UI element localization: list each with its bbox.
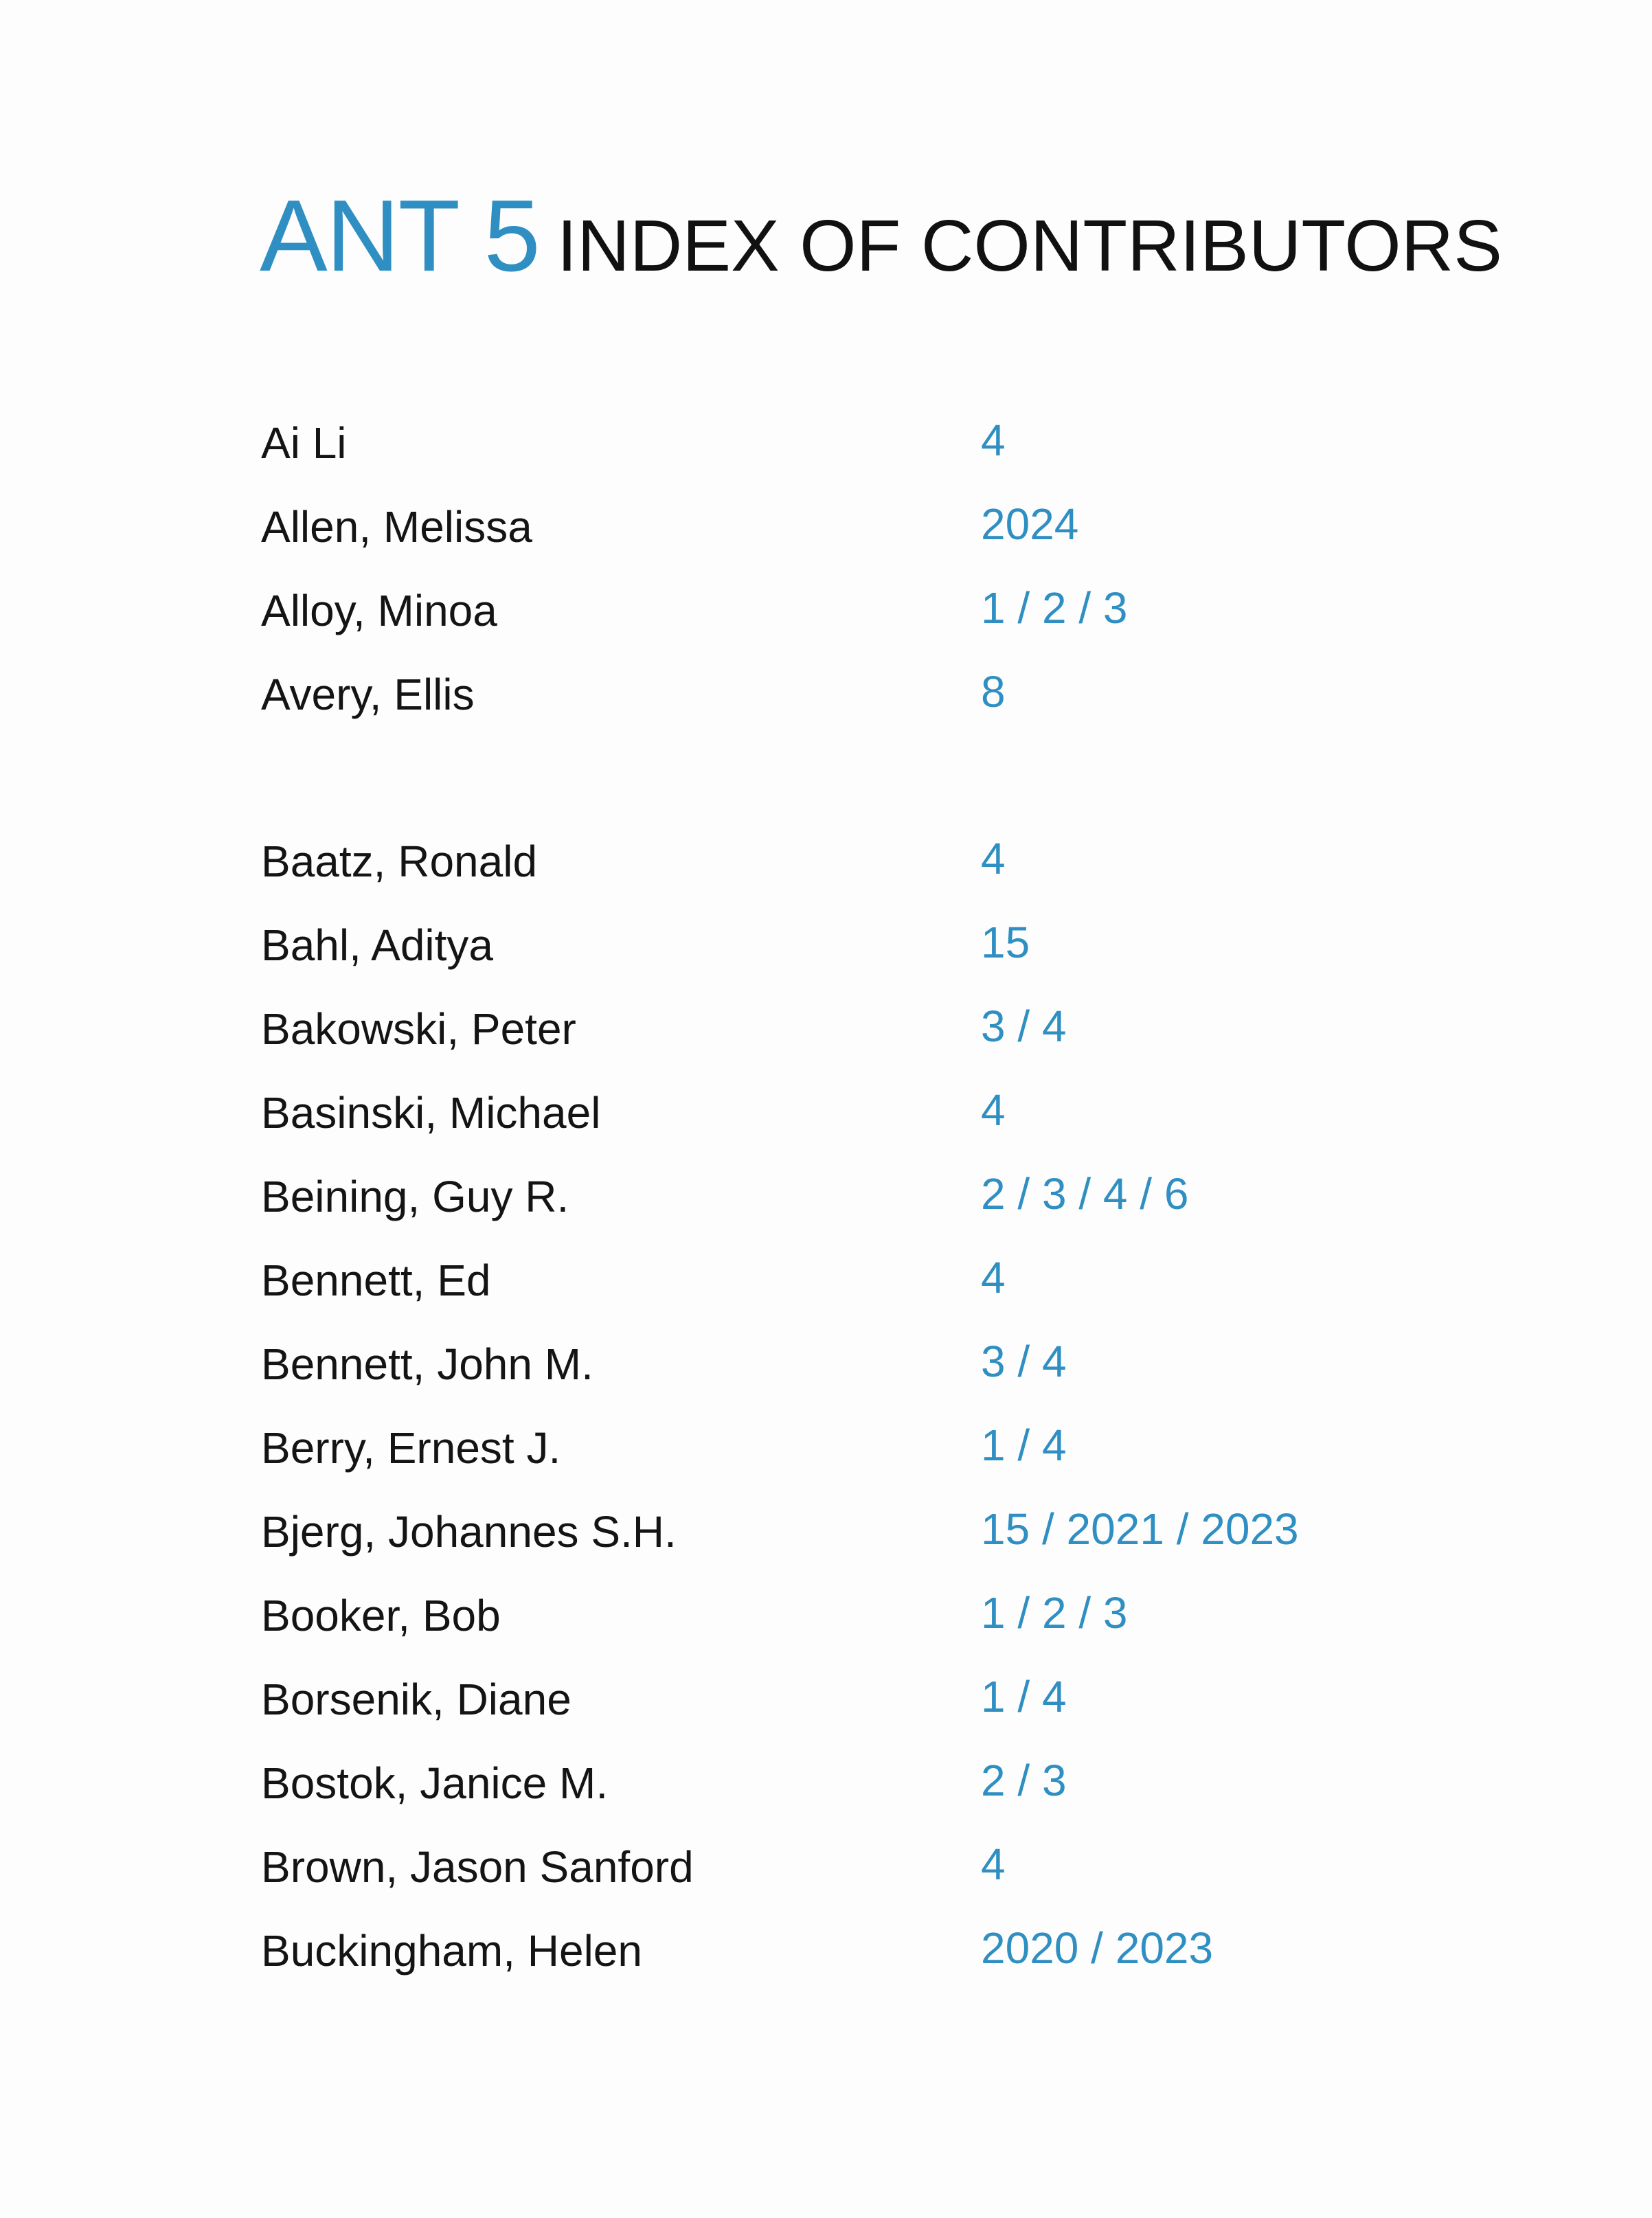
issue-numbers: 8 [981,667,1006,716]
index-entry [261,1758,1429,1842]
contributor-name: Beining, Guy R. [261,1172,569,1221]
index-entry [261,1171,1429,1255]
index-entry [261,1255,1429,1339]
contributor-name: Ai Li [261,418,347,468]
index-entry [261,836,1429,920]
contributor-name: Baatz, Ronald [261,837,538,886]
index-entry [261,1423,1429,1506]
contributor-name: Bjerg, Johannes S.H. [261,1507,677,1557]
index-entry [261,1842,1429,1925]
issue-numbers: 3 / 4 [981,1002,1067,1051]
issue-numbers: 3 / 4 [981,1337,1067,1386]
contributor-name: Allen, Melissa [261,502,532,552]
contributor-name: Bostok, Janice M. [261,1758,609,1808]
contributor-name: Bahl, Aditya [261,920,493,970]
contributor-name: Alloy, Minoa [261,586,497,635]
issue-numbers: 2 / 3 [981,1756,1067,1805]
index-entry [261,1087,1429,1171]
index-entry [261,1004,1429,1087]
index-entry [261,1339,1429,1423]
issue-numbers: 4 [981,416,1006,465]
issue-numbers: 15 / 2021 / 2023 [981,1504,1299,1554]
contributor-name: Bennett, Ed [261,1256,491,1305]
contributor-name: Bennett, John M. [261,1339,593,1389]
index-entry [261,669,1429,753]
issue-numbers: 4 [981,1840,1006,1889]
index-entry [261,1506,1429,1590]
issue-numbers: 1 / 2 / 3 [981,583,1128,633]
issue-numbers: 4 [981,1253,1006,1302]
index-entry [261,585,1429,669]
contributor-name: Basinski, Michael [261,1088,601,1138]
contributor-name: Brown, Jason Sanford [261,1842,694,1892]
issue-numbers: 1 / 4 [981,1421,1067,1470]
index-entry [261,1590,1429,1674]
issue-numbers: 2 / 3 / 4 / 6 [981,1169,1189,1219]
series-label: ANT 5 [260,179,539,293]
index-entry [261,920,1429,1004]
contributor-name: Avery, Ellis [261,670,475,719]
index-entry [261,501,1429,585]
issue-numbers: 2020 / 2023 [981,1923,1214,1973]
section-b [261,836,1429,2009]
issue-numbers: 1 / 4 [981,1672,1067,1721]
contributor-name: Borsenik, Diane [261,1675,572,1724]
index-title: INDEX OF CONTRIBUTORS [556,205,1502,286]
page-title [260,179,1502,293]
index-entry [261,1674,1429,1758]
issue-numbers: 1 / 2 / 3 [981,1588,1128,1638]
index-entry [261,1925,1429,2009]
contributor-name: Bakowski, Peter [261,1004,576,1054]
issue-numbers: 15 [981,918,1030,967]
issue-numbers: 4 [981,1085,1006,1135]
contributor-name: Buckingham, Helen [261,1926,642,1976]
contributor-name: Booker, Bob [261,1591,501,1640]
contributor-name: Berry, Ernest J. [261,1423,561,1473]
issue-numbers: 2024 [981,499,1079,549]
index-entry [261,418,1429,501]
section-a [261,418,1429,753]
issue-numbers: 4 [981,834,1006,883]
